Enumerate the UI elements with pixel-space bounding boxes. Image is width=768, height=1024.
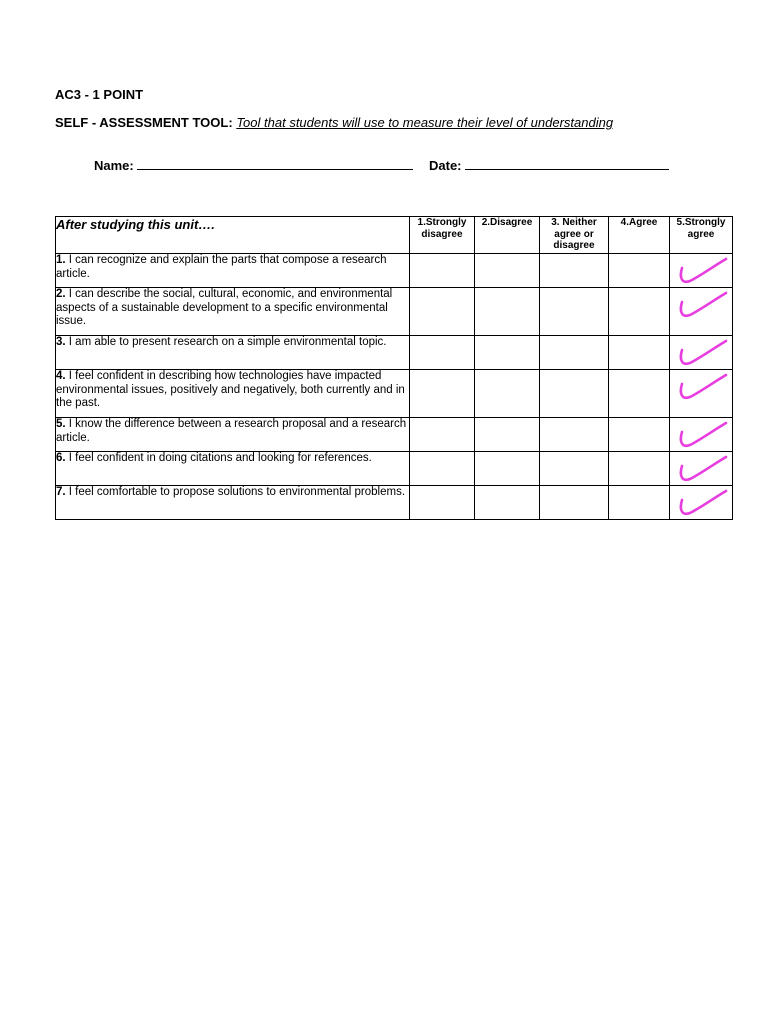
rating-cell-3[interactable]: [540, 336, 609, 370]
rating-cell-5[interactable]: [670, 452, 733, 486]
rating-cell-2[interactable]: [475, 370, 540, 418]
rating-cell-4[interactable]: [609, 452, 670, 486]
checkmark-icon: [676, 372, 728, 402]
checkmark-icon: [676, 454, 728, 484]
table-row: [56, 452, 733, 486]
scale-header-strongly-disagree: 1.Strongly disagree: [410, 217, 475, 254]
rating-cell-2[interactable]: [475, 418, 540, 452]
date-field[interactable]: [465, 157, 669, 170]
statement-cell: [56, 370, 410, 418]
table-row: [56, 288, 733, 336]
table-row: [56, 336, 733, 370]
rating-cell-2[interactable]: [475, 288, 540, 336]
statement-number: 4.: [56, 370, 66, 382]
name-field[interactable]: [137, 157, 413, 170]
statement-number: 1.: [56, 254, 66, 266]
date-label: Date:: [429, 158, 462, 173]
tool-title-line: [55, 115, 613, 130]
statement-cell: [56, 418, 410, 452]
statement-text: I know the difference between a research proposal and a research article.: [56, 418, 407, 444]
scale-header-agree: 4.Agree: [609, 217, 670, 254]
rating-cell-3[interactable]: [540, 288, 609, 336]
rating-cell-4[interactable]: [609, 254, 670, 288]
statement-number: 7.: [56, 486, 66, 498]
rating-cell-3[interactable]: [540, 370, 609, 418]
rating-cell-4[interactable]: [609, 370, 670, 418]
statement-number: 2.: [56, 288, 66, 300]
checkmark-icon: [676, 290, 728, 320]
rating-cell-1[interactable]: [410, 254, 475, 288]
checkmark-icon: [676, 256, 728, 286]
document-code: AC3 - 1 POINT: [55, 87, 144, 102]
rating-cell-5[interactable]: [670, 336, 733, 370]
checkmark-icon: [676, 338, 728, 368]
rating-cell-5[interactable]: [670, 486, 733, 520]
rating-cell-5[interactable]: [670, 288, 733, 336]
rating-cell-1[interactable]: [410, 336, 475, 370]
statement-cell: [56, 336, 410, 370]
name-label: Name:: [94, 158, 134, 173]
statement-text: I am able to present research on a simple environmental topic.: [65, 336, 387, 348]
statement-text: I feel confident in doing citations and looking for references.: [65, 452, 372, 464]
table-row: [56, 486, 733, 520]
rating-cell-4[interactable]: [609, 288, 670, 336]
tool-description: Tool that students will use to measure their level of understanding: [236, 115, 614, 130]
scale-header-strongly-agree: 5.Strongly agree: [670, 217, 733, 254]
rating-cell-5[interactable]: [670, 370, 733, 418]
scale-header-disagree: 2.Disagree: [475, 217, 540, 254]
rating-cell-4[interactable]: [609, 486, 670, 520]
checkmark-icon: [676, 488, 728, 518]
rating-cell-3[interactable]: [540, 486, 609, 520]
tool-label: SELF - ASSESSMENT TOOL:: [55, 115, 233, 130]
rating-cell-2[interactable]: [475, 486, 540, 520]
table-row: [56, 370, 733, 418]
rating-cell-1[interactable]: [410, 288, 475, 336]
statement-text: I feel comfortable to propose solutions to environmental problems.: [65, 486, 406, 498]
name-date-line: [94, 157, 669, 173]
rating-cell-1[interactable]: [410, 452, 475, 486]
statement-header: After studying this unit….: [56, 217, 410, 254]
statement-cell: [56, 288, 410, 336]
rating-cell-1[interactable]: [410, 370, 475, 418]
rating-cell-4[interactable]: [609, 418, 670, 452]
rating-cell-1[interactable]: [410, 418, 475, 452]
statement-text: I feel confident in describing how technologies have impacted environmental issues, positively and negatively, both currently and in the past.: [56, 370, 405, 410]
statement-number: 6.: [56, 452, 66, 464]
scale-header-neither: 3. Neither agree or disagree: [540, 217, 609, 254]
statement-text: I can recognize and explain the parts that compose a research article.: [56, 254, 387, 280]
table-header-row: [56, 217, 733, 254]
statement-cell: [56, 452, 410, 486]
statement-text: I can describe the social, cultural, economic, and environmental aspects of a sustainable development to a specific environmental issue.: [56, 288, 393, 328]
table-row: [56, 418, 733, 452]
checkmark-icon: [676, 420, 728, 450]
rating-cell-5[interactable]: [670, 254, 733, 288]
rating-cell-5[interactable]: [670, 418, 733, 452]
rating-cell-3[interactable]: [540, 452, 609, 486]
rating-cell-4[interactable]: [609, 336, 670, 370]
statement-cell: [56, 486, 410, 520]
rating-cell-3[interactable]: [540, 418, 609, 452]
statement-number: 3.: [56, 336, 66, 348]
table-row: [56, 254, 733, 288]
rating-cell-2[interactable]: [475, 452, 540, 486]
rating-cell-2[interactable]: [475, 336, 540, 370]
rating-cell-2[interactable]: [475, 254, 540, 288]
assessment-table: [55, 216, 733, 520]
statement-cell: [56, 254, 410, 288]
rating-cell-1[interactable]: [410, 486, 475, 520]
statement-number: 5.: [56, 418, 66, 430]
rating-cell-3[interactable]: [540, 254, 609, 288]
